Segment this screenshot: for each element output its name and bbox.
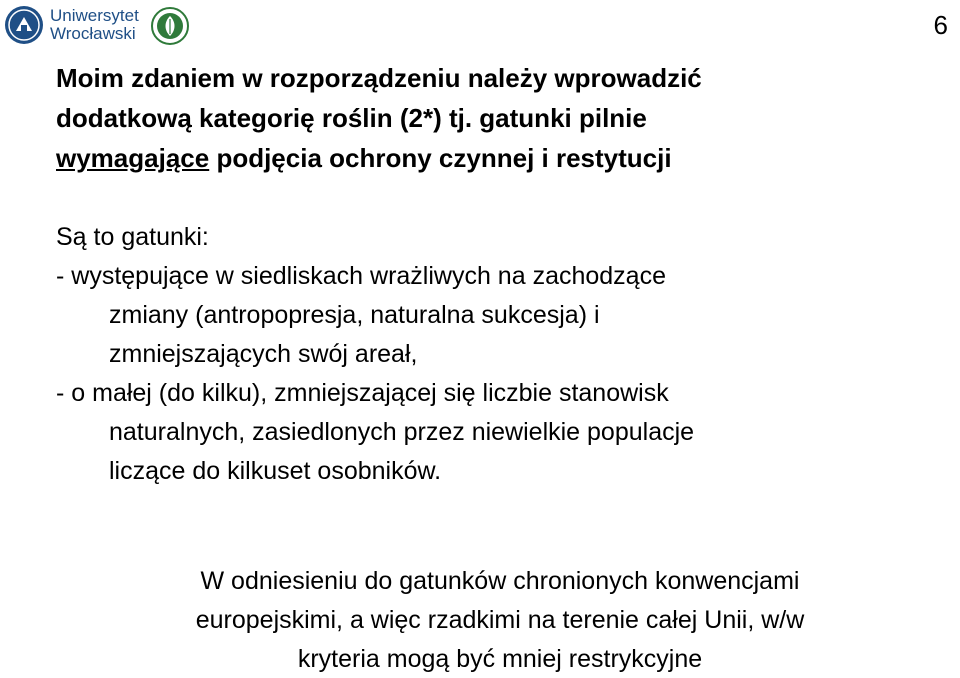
- faculty-logo-icon: [150, 6, 190, 46]
- slide-heading: [56, 58, 916, 178]
- heading-line: dodatkową kategorię roślin (2*) tj. gatunki pilnie: [56, 103, 647, 133]
- heading-line: [56, 138, 916, 178]
- criterion-1-line: zmniejszających swój areał,: [109, 340, 418, 368]
- heading-line: Moim zdaniem w rozporządzeniu należy wprowadzić: [56, 63, 702, 93]
- heading-underlined-word: wymagające: [56, 143, 210, 173]
- conclusion-text: [0, 562, 960, 678]
- criterion-2-line: naturalnych, zasiedlonych przez niewielkie populacje: [109, 418, 695, 446]
- criterion-2-line: liczące do kilkuset osobników.: [109, 457, 442, 485]
- university-name-line1: Uniwersytet: [50, 6, 139, 25]
- criterion-1-line: - występujące w siedliskach wrażliwych na zachodzące: [56, 262, 666, 290]
- conclusion-line: kryteria mogą być mniej restrykcyjne: [297, 645, 703, 673]
- university-name: [50, 7, 139, 43]
- intro-text: Są to gatunki:: [56, 223, 209, 251]
- conclusion-line: W odniesieniu do gatunków chronionych konwencjami: [200, 567, 800, 595]
- university-name-line2: Wrocławski: [50, 24, 136, 43]
- heading-line-rest: podjęcia ochrony czynnej i restytucji: [209, 143, 672, 173]
- criterion-2-line: - o małej (do kilku), zmniejszającej się liczbie stanowisk: [56, 379, 669, 407]
- conclusion-line: europejskimi, a więc rzadkimi na terenie całej Unii, w/w: [195, 606, 805, 634]
- criterion-1-line: zmiany (antropopresja, naturalna sukcesja) i: [109, 301, 600, 329]
- university-seal-icon: [4, 5, 44, 45]
- page-number: 6: [933, 10, 948, 40]
- species-criteria: [56, 218, 936, 491]
